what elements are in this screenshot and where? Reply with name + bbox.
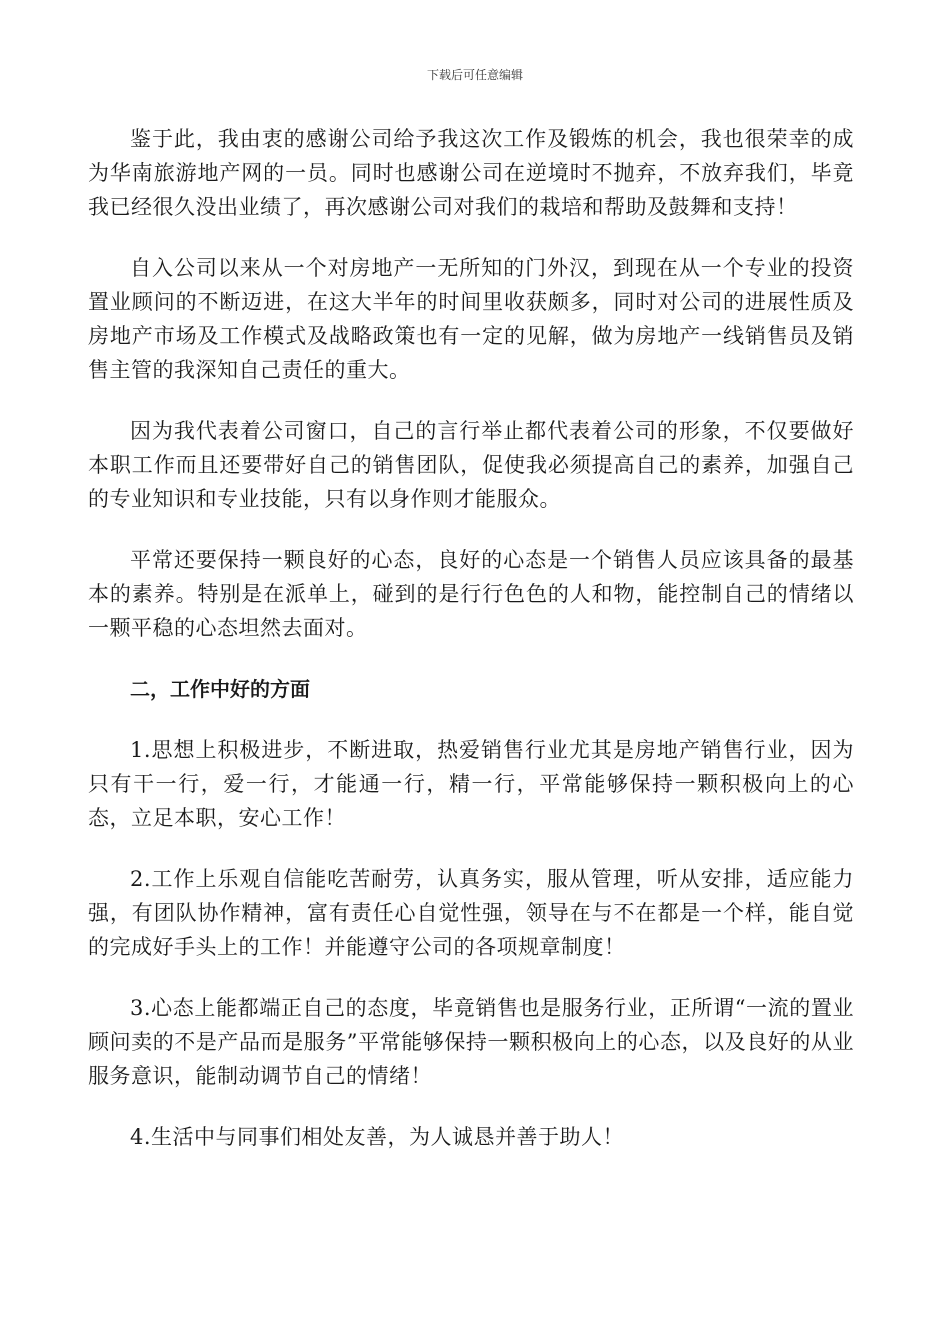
section-heading: 二，工作中好的方面 <box>130 677 310 701</box>
list-item-2: 2.工作上乐观自信能吃苦耐劳，认真务实，服从管理，听从安排，适应能力强，有团队协作精神，富有责任心自觉性强，领导在与不在都是一个样，能自觉的完成好手头上的工作！并能遵守公司的各项规章制度！ <box>88 867 854 959</box>
page-header: 下载后可任意编辑 <box>426 68 523 82</box>
list-item-3: 3.心态上能都端正自己的态度，毕竟销售也是服务行业，正所谓“一流的置业顾问卖的不是产品而是服务”平常能够保持一颗积极向上的心态，以及良好的从业服务意识，能制动调节自己的情绪！ <box>88 996 854 1088</box>
paragraph-3: 因为我代表着公司窗口，自己的言行举止都代表着公司的形象，不仅要做好本职工作而且还要带好自己的销售团队，促使我必须提高自己的素养，加强自己的专业知识和专业技能，只有以身作则才能服众。 <box>88 419 854 511</box>
list-item-1: 1.思想上积极进步，不断进取，热爱销售行业尤其是房地产销售行业，因为只有干一行，爱一行，才能通一行，精一行，平常能够保持一颗积极向上的心态，立足本职，安心工作！ <box>88 738 854 830</box>
document-body <box>88 122 854 1181</box>
list-item-4: 4.生活中与同事们相处友善，为人诚恳并善于助人！ <box>130 1125 625 1149</box>
paragraph-1: 鉴于此，我由衷的感谢公司给予我这次工作及锻炼的机会，我也很荣幸的成为华南旅游地产网的一员。同时也感谢公司在逆境时不抛弃，不放弃我们，毕竟我已经很久没出业绩了，再次感谢公司对我们的栽培和帮助及鼓舞和支持！ <box>88 127 854 219</box>
paragraph-2: 自入公司以来从一个对房地产一无所知的门外汉，到现在从一个专业的投资置业顾问的不断迈进，在这大半年的时间里收获颇多，同时对公司的进展性质及房地产市场及工作模式及战略政策也有一定的见解，做为房地产一线销售员及销售主管的我深知自己责任的重大。 <box>88 256 854 382</box>
paragraph-4: 平常还要保持一颗良好的心态，良好的心态是一个销售人员应该具备的最基本的素养。特别是在派单上，碰到的是行行色色的人和物，能控制自己的情绪以一颗平稳的心态坦然去面对。 <box>88 548 854 640</box>
